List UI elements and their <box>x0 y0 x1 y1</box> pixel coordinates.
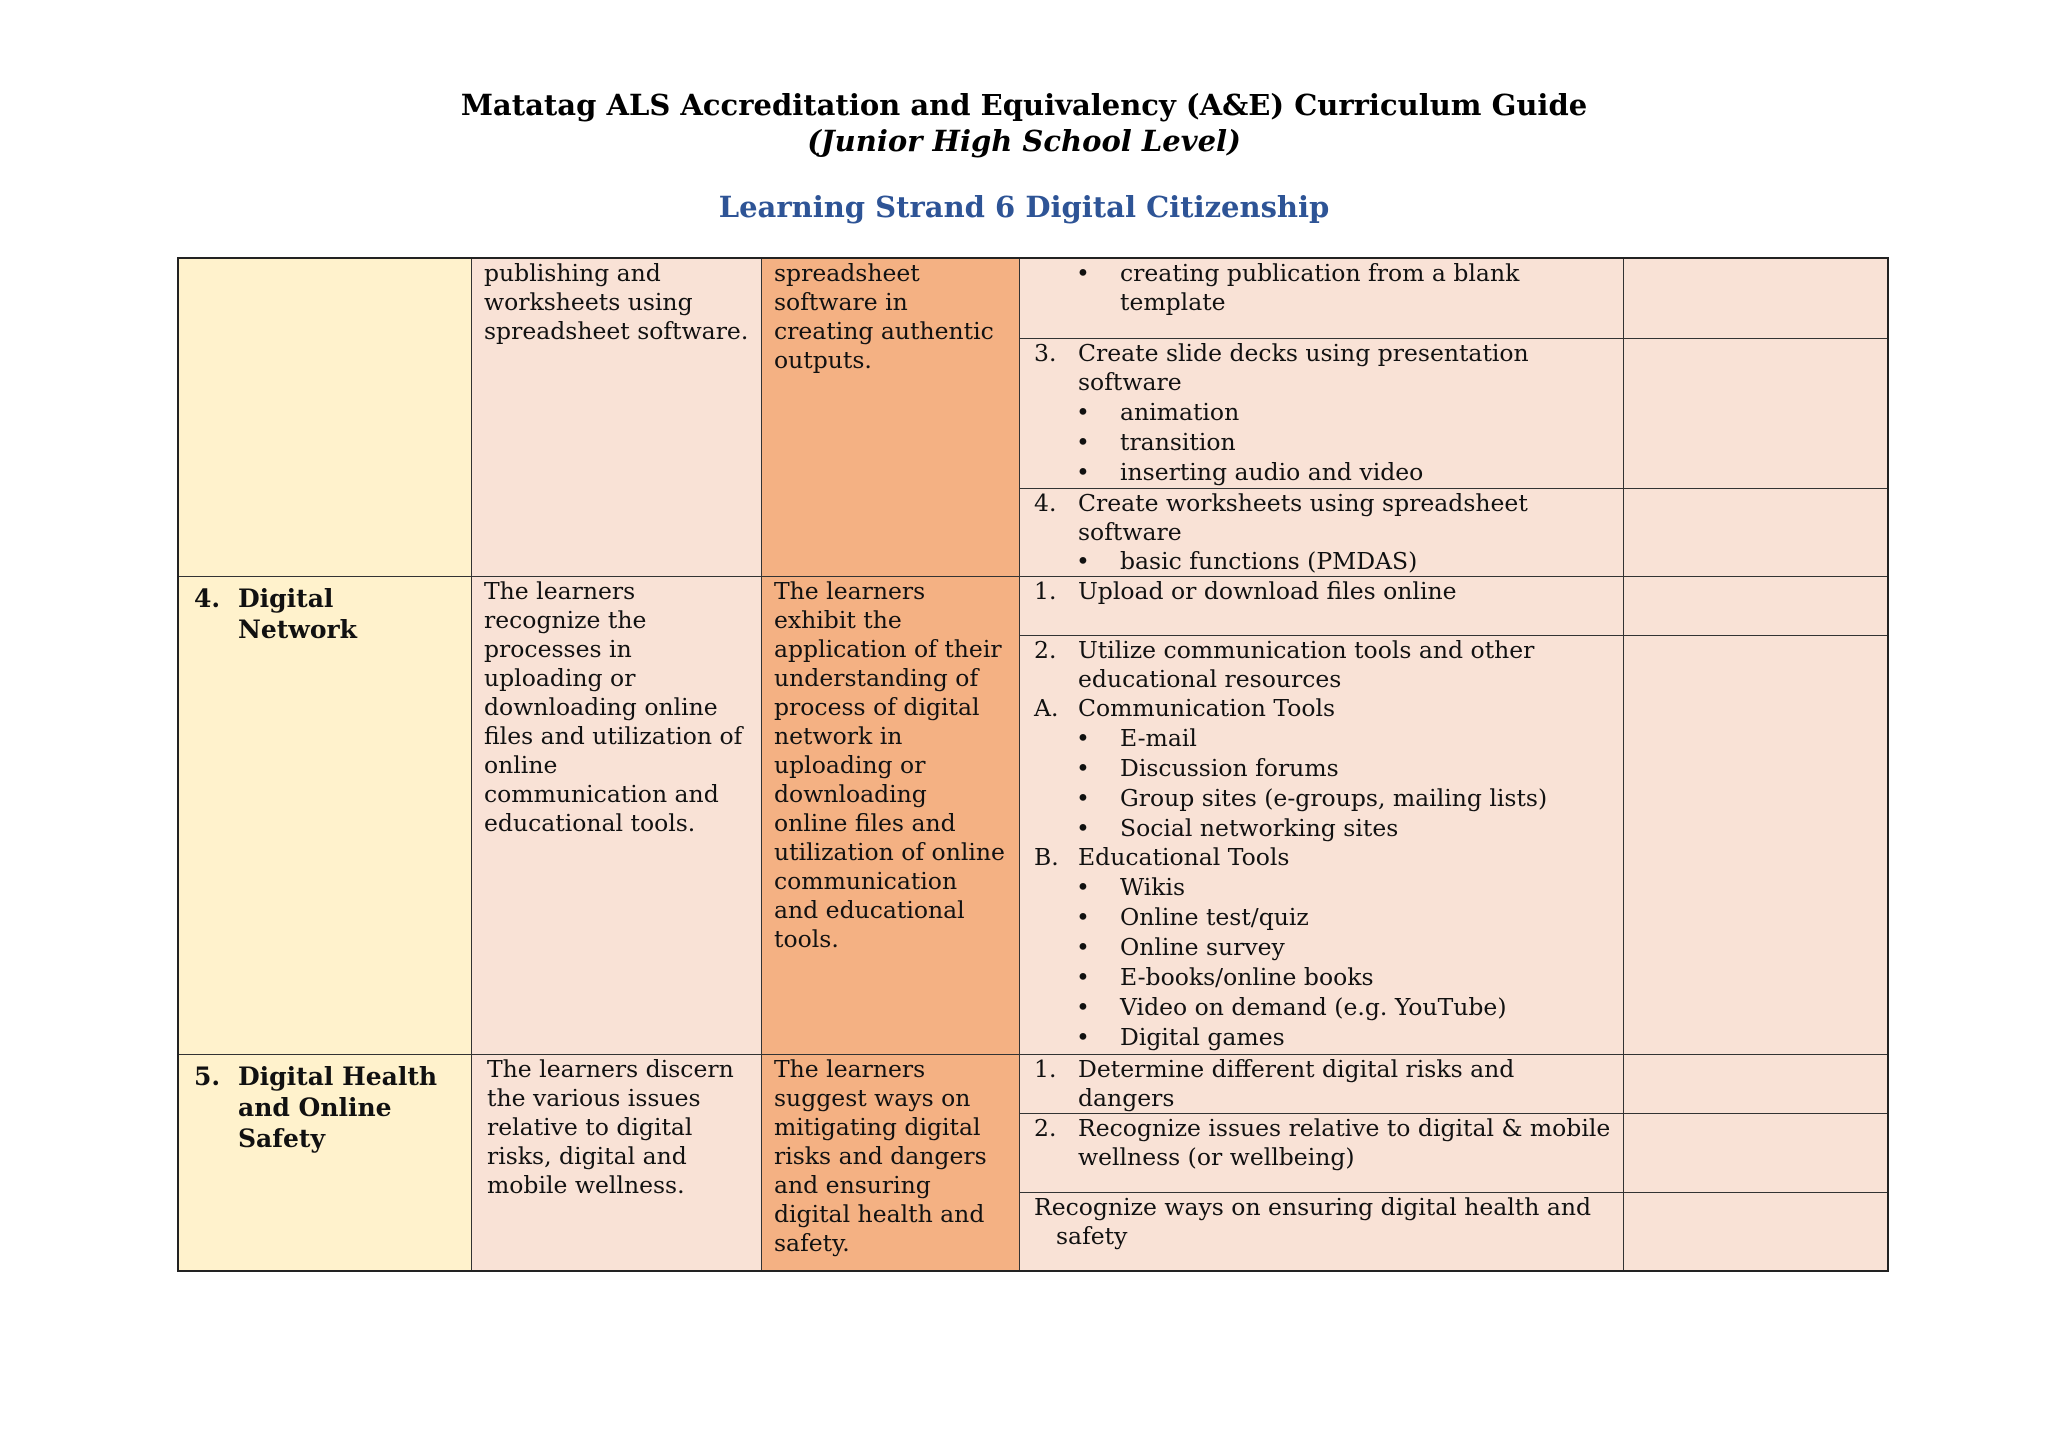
item-text: Utilize communication tools and other <box>1078 636 1535 664</box>
row3-performance-standard <box>761 1054 1019 1270</box>
row3-remarks-a <box>1623 1054 1887 1113</box>
row3-content-standard <box>471 1054 761 1270</box>
bullet-text: basic functions (PMDAS) <box>1120 547 1418 575</box>
item-number: 2. <box>1034 636 1057 664</box>
row1-competency-b <box>1019 338 1623 488</box>
text-line: exhibit the <box>774 606 902 634</box>
text-line: safety. <box>774 1229 850 1257</box>
item-text-continued: safety <box>1056 1222 1128 1250</box>
row3-competency-b <box>1019 1113 1623 1192</box>
text-line: The learners <box>774 1055 926 1083</box>
bullet-text: inserting audio and video <box>1120 458 1424 486</box>
group-label: Educational Tools <box>1078 843 1290 871</box>
row1-remarks-b <box>1623 338 1887 488</box>
item-number: 4. <box>1034 489 1057 517</box>
text-line: mitigating digital <box>774 1113 981 1141</box>
text-line: communication <box>774 867 958 895</box>
bullet-icon: • <box>1076 814 1090 842</box>
text-line: process of digital <box>774 693 980 721</box>
text-line: The learners discern <box>487 1055 734 1083</box>
bullet-text: E-books/online books <box>1120 963 1374 991</box>
row2-heading-text: Digital Network <box>238 584 357 644</box>
bullet-text: Group sites (e-groups, mailing lists) <box>1120 784 1548 812</box>
bullet-icon: • <box>1076 963 1090 991</box>
text-line: spreadsheet <box>774 259 920 287</box>
row3-heading-line: Digital Health <box>238 1062 438 1091</box>
text-line: the various issues <box>487 1084 701 1112</box>
row3-heading-line: Safety <box>238 1124 325 1153</box>
item-text: Recognize issues relative to digital & mobile <box>1078 1114 1611 1142</box>
bullet-icon: • <box>1076 259 1090 287</box>
item-text-continued: software <box>1078 368 1182 396</box>
bullet-icon: • <box>1076 458 1090 486</box>
text-line: relative to digital <box>487 1113 693 1141</box>
item-text-continued: wellness (or wellbeing) <box>1078 1143 1355 1171</box>
text-line: and ensuring <box>774 1171 931 1199</box>
row3-domain-cell <box>179 1054 471 1270</box>
item-text: Upload or download files online <box>1078 577 1457 605</box>
bullet-text: Discussion forums <box>1120 754 1339 782</box>
bullet-text: Online survey <box>1120 933 1285 961</box>
row3-competency-c <box>1019 1192 1623 1270</box>
row2-domain-cell <box>179 576 471 1054</box>
text-line: uploading or <box>484 664 636 692</box>
text-line: mobile wellness. <box>487 1171 685 1199</box>
row3-remarks-c <box>1623 1192 1887 1270</box>
text-line: software in <box>774 288 908 316</box>
bullet-text: transition <box>1120 428 1236 456</box>
text-line: processes in <box>484 635 632 663</box>
bullet-icon: • <box>1076 933 1090 961</box>
row1-competency-a <box>1019 259 1623 338</box>
curriculum-table <box>177 257 1889 1272</box>
row1-remarks-a <box>1623 259 1887 338</box>
text-line: downloading <box>774 780 927 808</box>
strand-title: Learning Strand 6 Digital Citizenship <box>718 190 1330 224</box>
row2-remarks-a <box>1623 576 1887 635</box>
text-line: The learners <box>484 577 636 605</box>
bullet-icon: • <box>1076 428 1090 456</box>
text-line: recognize the <box>484 606 647 634</box>
text-line: publishing and <box>484 259 661 287</box>
row2-competency-a <box>1019 576 1623 635</box>
text-line: online files and <box>774 809 956 837</box>
bullet-text: Video on demand (e.g. YouTube) <box>1120 993 1507 1021</box>
text-line: outputs. <box>774 346 872 374</box>
bullet-icon: • <box>1076 903 1090 931</box>
row1-performance-standard <box>761 259 1019 576</box>
text-line: digital health and <box>774 1200 985 1228</box>
text-line: risks and dangers <box>774 1142 987 1170</box>
bullet-icon: • <box>1076 993 1090 1021</box>
text-line: spreadsheet software. <box>484 317 749 345</box>
item-number: 3. <box>1034 339 1057 367</box>
bullet-text: animation <box>1120 398 1240 426</box>
bullet-text: Social networking sites <box>1120 814 1399 842</box>
bullet-text: Wikis <box>1120 873 1186 901</box>
text-line: online <box>484 751 558 779</box>
row3-heading-number: 5. <box>194 1062 221 1091</box>
text-line: tools. <box>774 925 839 953</box>
text-line: The learners <box>774 577 926 605</box>
row3-competency-a <box>1019 1054 1623 1113</box>
row2-remarks-b <box>1623 635 1887 1054</box>
row1-competency-c <box>1019 488 1623 576</box>
text-line: and educational <box>774 896 965 924</box>
bullet-text: Online test/quiz <box>1120 903 1309 931</box>
item-text-continued: dangers <box>1078 1084 1175 1112</box>
row1-remarks-c <box>1623 488 1887 576</box>
bullet-icon: • <box>1076 754 1090 782</box>
bullet-icon: • <box>1076 547 1090 575</box>
bullet-icon: • <box>1076 873 1090 901</box>
text-line: uploading or <box>774 751 926 779</box>
item-text: Recognize ways on ensuring digital health and <box>1034 1193 1592 1221</box>
text-line: network in <box>774 722 903 750</box>
bullet-text: E-mail <box>1120 724 1197 752</box>
bullet-icon: • <box>1076 724 1090 752</box>
text-line: files and utilization of <box>484 722 743 750</box>
item-number: 1. <box>1034 577 1057 605</box>
row2-competency-b <box>1019 635 1623 1054</box>
text-line: suggest ways on <box>774 1084 971 1112</box>
group-letter: A. <box>1034 694 1059 722</box>
text-line: utilization of online <box>774 838 1005 866</box>
text-line: communication and <box>484 780 719 808</box>
row1-domain-cell <box>179 259 471 576</box>
row2-heading-number: 4. <box>194 584 221 613</box>
bullet-icon: • <box>1076 398 1090 426</box>
text-line: risks, digital and <box>487 1142 687 1170</box>
text-line: downloading online <box>484 693 718 721</box>
row3-heading-line: and Online <box>238 1093 392 1122</box>
group-letter: B. <box>1034 843 1059 871</box>
item-text: Create slide decks using presentation <box>1078 339 1529 367</box>
text-line: worksheets using <box>484 288 693 316</box>
text-line: application of their <box>774 635 1002 663</box>
row3-remarks-b <box>1623 1113 1887 1192</box>
group-label: Communication Tools <box>1078 694 1336 722</box>
text-line: creating authentic <box>774 317 994 345</box>
document-subtitle: (Junior High School Level) <box>807 124 1241 158</box>
row2-content-standard <box>471 576 761 1054</box>
item-text-continued: software <box>1078 518 1182 546</box>
text-line: understanding of <box>774 664 979 692</box>
item-text-continued: educational resources <box>1078 665 1342 693</box>
row2-performance-standard <box>761 576 1019 1054</box>
bullet-text-continued: template <box>1120 288 1226 316</box>
bullet-text: Digital games <box>1120 1023 1285 1051</box>
item-number: 2. <box>1034 1114 1057 1142</box>
item-text: Determine different digital risks and <box>1078 1055 1515 1083</box>
bullet-text: creating publication from a blank <box>1120 259 1520 287</box>
item-text: Create worksheets using spreadsheet <box>1078 489 1528 517</box>
bullet-icon: • <box>1076 784 1090 812</box>
item-number: 1. <box>1034 1055 1057 1083</box>
row1-content-standard <box>471 259 761 576</box>
bullet-icon: • <box>1076 1023 1090 1051</box>
text-line: educational tools. <box>484 809 696 837</box>
document-title: Matatag ALS Accreditation and Equivalency (A&E) Curriculum Guide <box>460 88 1588 122</box>
